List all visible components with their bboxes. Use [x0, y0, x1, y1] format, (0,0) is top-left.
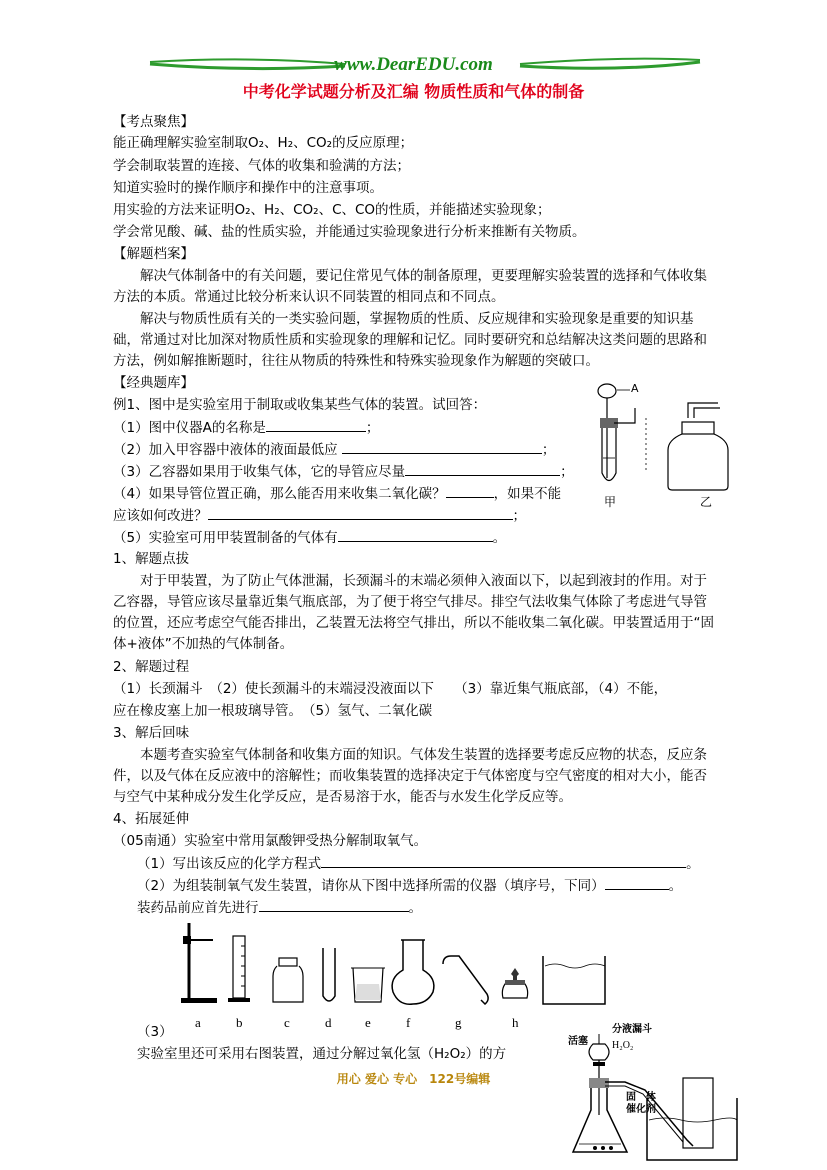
round-flask-icon [392, 940, 434, 1004]
answer-blank[interactable] [605, 875, 669, 890]
question-2 [113, 439, 555, 461]
label-separating-funnel: 分液漏斗 [612, 1024, 652, 1035]
focus-item-3: 知道实验时的操作顺序和操作中的注意事项。 [113, 180, 383, 196]
section-1-text: 对于甲装置，为了防止气体泄漏，长颈漏斗的末端必须伸入液面以下，以起到液封的作用。对于乙容器，导管应该尽量靠近集气瓶底部，为了便于将空气排尽。排空气法收集气体除了考虑进气导管的位置，还应考虑空气能否排出，乙装置无法将空气排出，所以不能收集二氧化碳。甲装置适用于“固体+液体”不加热的气体制备。 [113, 573, 714, 652]
apparatus-label-b: b [236, 1015, 243, 1030]
iron-stand-icon [181, 923, 217, 1003]
apparatus-label-e: e [365, 1015, 371, 1030]
focus-item-4: 用实验的方法来证明O₂、H₂、CO₂、C、CO的性质，并能描述实验现象； [113, 202, 551, 218]
question-5-text: （5）实验室可用甲装置制备的气体有 [113, 530, 338, 546]
answer-blank[interactable] [208, 505, 513, 520]
water-trough-icon [543, 956, 605, 1004]
section-4-heading: 4、拓展延伸 [113, 811, 190, 827]
alcohol-lamp-icon [502, 968, 527, 998]
section-3-heading: 3、解后回味 [113, 725, 190, 741]
label-catalyst: 催化剂 [626, 1104, 656, 1115]
figure-label-yi: 乙 [700, 495, 713, 509]
beaker-icon [351, 968, 385, 1002]
question-4-text-b: ，如果不能 [493, 486, 562, 502]
question-1 [113, 417, 379, 439]
section-3-text: 本题考查实验室气体制备和收集方面的知识。气体发生装置的选择要考虑反应物的状态，反应条件，以及气体在反应液中的溶解性；而收集装置的选择决定于气体密度与空气密度的相对大小，能否与空气中某种成分发生化学反应，是否易溶于水，能否与水发生化学反应等。 [113, 747, 707, 805]
question-5-end: 。 [492, 530, 507, 546]
section-2-heading: 2、解题过程 [113, 659, 190, 675]
site-header [0, 52, 827, 82]
section-4-part-3-label: （3） [137, 1024, 173, 1040]
archive-paragraph-1: 解决气体制备中的有关问题，要记住常见气体的制备原理，更要理解实验装置的选择和气体收集方法的本质。常通过比较分析来认识不同装置的相同点和不同点。 [113, 268, 707, 305]
question-4 [113, 483, 561, 505]
answer-blank[interactable] [259, 897, 409, 912]
site-url[interactable]: www.DearEDU.com [334, 54, 493, 75]
part-2-end: 。 [668, 878, 683, 894]
label-solid: 固 体 [626, 1092, 656, 1103]
question-3-end: ； [560, 464, 574, 480]
section-4-part-3-text: 实验室里还可采用右图装置，通过分解过氧化氢（H₂O₂）的方 [137, 1046, 507, 1062]
apparatus-label-c: c [284, 1015, 290, 1030]
answer-blank[interactable] [446, 483, 494, 498]
answer-blank[interactable] [338, 527, 493, 542]
apparatus-label-h: h [512, 1015, 519, 1030]
page-footer: 用心 爱心 专心 122号编辑 [336, 1072, 491, 1086]
delivery-tube-icon [443, 956, 488, 1004]
section-4-intro: （05南通）实验室中常用氯酸钾受热分解制取氧气。 [113, 833, 428, 849]
section-4-part-2 [137, 875, 682, 897]
answer-blank[interactable] [266, 417, 366, 432]
question-4-end: ； [512, 508, 526, 524]
apparatus-label-a: a [195, 1015, 201, 1030]
label-stopcock: 活塞 [568, 1036, 588, 1047]
label-h2o2: H₂O₂ [612, 1040, 634, 1051]
gas-bottle-icon [273, 958, 303, 1002]
question-2-end: ； [541, 442, 556, 458]
answer-blank[interactable] [321, 853, 686, 868]
section-4-part-2b [137, 897, 422, 919]
question-4-text-c: 应该如何改进？ [113, 508, 208, 524]
apparatus-label-g: g [455, 1015, 462, 1030]
focus-item-1: 能正确理解实验室制取O₂、H₂、CO₂的反应原理； [113, 135, 414, 151]
part-1-text: （1）写出该反应的化学方程式 [137, 856, 322, 872]
part-2-text: （2）为组装制氧气发生装置，请你从下图中选择所需的仪器（填序号，下同） [137, 878, 605, 894]
library-heading: 【经典题库】 [113, 375, 194, 391]
figure-label-a: A [631, 382, 639, 395]
apparatus-label-f: f [406, 1015, 411, 1030]
test-tube-icon [323, 948, 335, 1001]
section-2-line-1: （1）长颈漏斗 （2）使长颈漏斗的末端浸没液面以下 （3）靠近集气瓶底部，（4）不能， [113, 681, 668, 697]
section-4-part-1 [137, 853, 700, 875]
figure-label-jia: 甲 [604, 495, 617, 509]
question-4-text: （4）如果导管位置正确，那么能否用来收集二氧化碳？ [113, 486, 446, 502]
question-3-text: （3）乙容器如果用于收集气体，它的导管应尽量 [113, 464, 406, 480]
section-1-heading: 1、解题点拔 [113, 551, 190, 567]
question-1-end: ； [365, 420, 380, 436]
focus-item-5: 学会常见酸、碱、盐的性质实验，并能通过实验现象进行分析来推断有关物质。 [113, 224, 586, 240]
answer-blank[interactable] [342, 439, 542, 454]
part-2b-end: 。 [408, 900, 422, 916]
apparatus-row-figure [175, 918, 615, 1016]
focus-heading: 【考点聚焦】 [113, 114, 194, 130]
apparatus-label-d: d [325, 1015, 332, 1030]
question-3 [113, 461, 574, 483]
question-1-text: （1）图中仪器A的名称是 [113, 420, 266, 436]
focus-item-2: 学会制取装置的连接、气体的收集和验满的方法； [113, 158, 410, 174]
page-title: 中考化学试题分析及汇编 物质性质和气体的制备 [242, 82, 585, 101]
question-5 [113, 527, 506, 549]
part-1-end: 。 [686, 856, 700, 872]
graduated-cylinder-icon [228, 936, 250, 1002]
section-2-line-2: 应在橡皮塞上加一根玻璃导管。 （5）氢气、二氧化碳 [113, 703, 433, 719]
archive-heading: 【解题档案】 [113, 246, 194, 262]
question-4-cont [113, 505, 526, 527]
question-2-text: （2）加入甲容器中液体的液面最低应 [113, 442, 338, 458]
archive-paragraph-2: 解决与物质性质有关的一类实验问题，掌握物质的性质、反应规律和实验现象是重要的知识基础，常通过对比加深对物质性质和实验现象的理解和记忆。同时要研究和总结解决这类问题的思路和方法，例如解推断题时，往往从物质的特殊性和特殊实验现象作为解题的突破口。 [113, 311, 707, 369]
answer-blank[interactable] [405, 461, 560, 476]
example-1: 例1、图中是实验室用于制取或收集某些气体的装置。试回答： [113, 397, 487, 413]
part-2b-text: 装药品前应首先进行 [137, 900, 259, 916]
